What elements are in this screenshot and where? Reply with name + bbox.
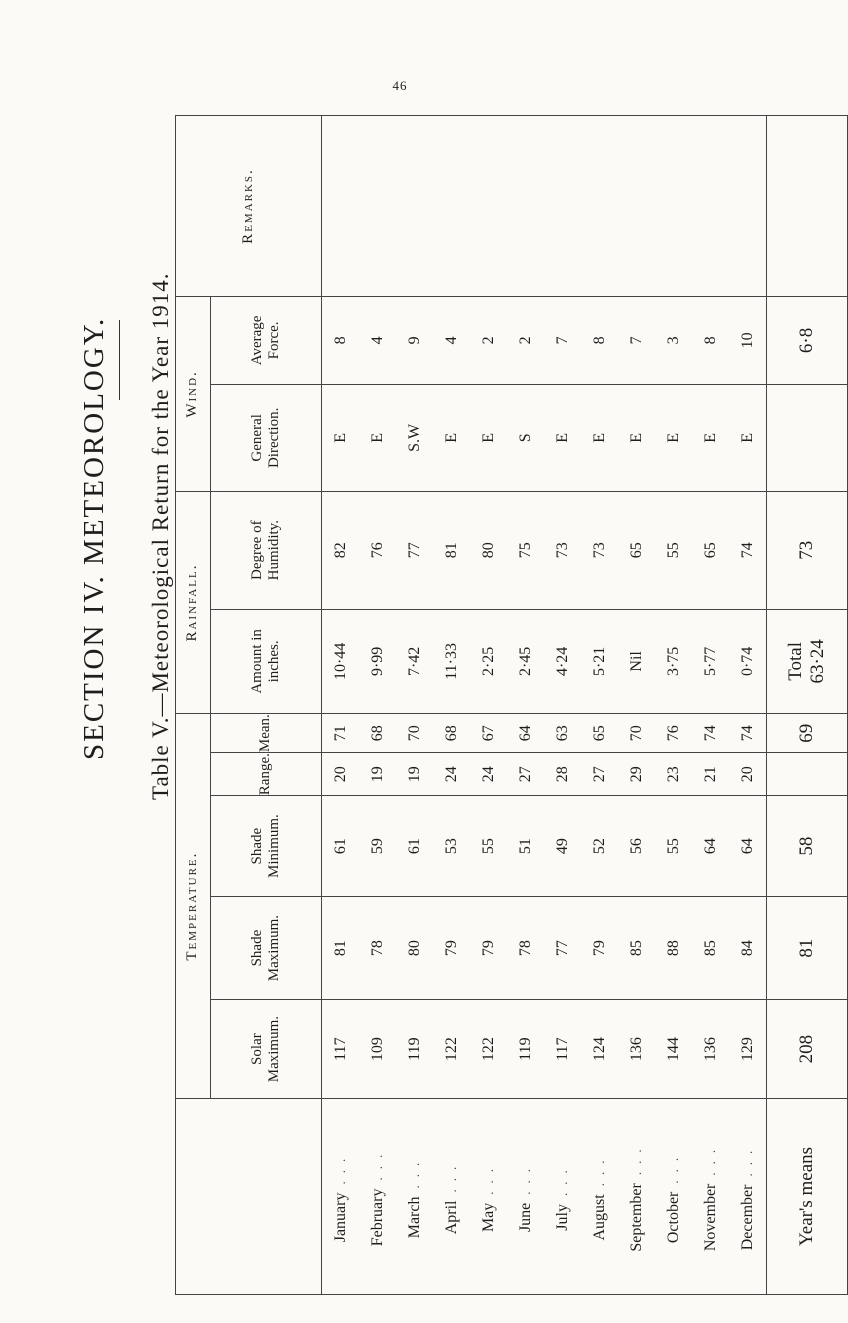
- humidity-cell: 81: [433, 491, 470, 609]
- shade-minimum-cell: 56: [618, 796, 655, 897]
- leader-dots: ...: [517, 1160, 533, 1195]
- humidity-header: Degree of Humidity.: [211, 491, 322, 609]
- rainfall-amount-cell: 7·42: [396, 609, 433, 714]
- table-row: [507, 116, 544, 1295]
- shade-maximum-cell: 77: [544, 896, 581, 999]
- range-cell: 20: [729, 753, 767, 796]
- humidity-cell: 82: [322, 491, 360, 609]
- leader-dots: ...: [628, 1141, 644, 1176]
- shade-minimum-cell: 59: [359, 796, 396, 897]
- month-name-cell: [655, 1099, 692, 1295]
- wind-direction-cell: E: [359, 384, 396, 491]
- leader-dots: ...: [332, 1150, 348, 1185]
- rainfall-amount-cell: 3·75: [655, 609, 692, 714]
- remarks-cell: [544, 116, 581, 297]
- range-cell: 23: [655, 753, 692, 796]
- humidity-cell: 55: [655, 491, 692, 609]
- solar-maximum-cell: 119: [396, 1000, 433, 1099]
- rainfall-amount-cell: 5·21: [581, 609, 618, 714]
- shade-maximum-cell: 79: [470, 896, 507, 999]
- shade-minimum-cell: 61: [396, 796, 433, 897]
- table-row: [729, 116, 767, 1295]
- humidity-cell: 65: [692, 491, 729, 609]
- leader-dots: ...: [739, 1142, 755, 1177]
- rainfall-group-header: Rainfall.: [176, 491, 211, 713]
- rainfall-amount-cell: Nil: [618, 609, 655, 714]
- mean-cell: 70: [396, 714, 433, 753]
- month-name-cell: [433, 1099, 470, 1295]
- solar-maximum-cell: 136: [692, 1000, 729, 1099]
- year-means-label: Year's means: [767, 1099, 848, 1295]
- rainfall-amount-cell: 4·24: [544, 609, 581, 714]
- meteorological-table-wrapper: [175, 115, 828, 1295]
- rainfall-total-value: 63·24: [807, 639, 828, 684]
- range-cell: 19: [359, 753, 396, 796]
- solar-maximum-cell: 122: [470, 1000, 507, 1099]
- remarks-cell: [618, 116, 655, 297]
- remarks-cell: [655, 116, 692, 297]
- mean-cell: 64: [507, 714, 544, 753]
- remarks-cell: [581, 116, 618, 297]
- table-row: [322, 116, 360, 1295]
- wind-direction-cell: E: [322, 384, 360, 491]
- shade-minimum-cell: 55: [470, 796, 507, 897]
- wind-direction-cell: E: [729, 384, 767, 491]
- rainfall-amount-cell: 11·33: [433, 609, 470, 714]
- wind-direction-cell: S.W: [396, 384, 433, 491]
- month-name-cell: [470, 1099, 507, 1295]
- humidity-cell: 73: [544, 491, 581, 609]
- shade-maximum-cell: 88: [655, 896, 692, 999]
- humidity-cell: 73: [581, 491, 618, 609]
- year-means-row: [767, 116, 848, 1295]
- month-name-cell: [396, 1099, 433, 1295]
- wind-direction-cell: S: [507, 384, 544, 491]
- month-name-cell: [729, 1099, 767, 1295]
- wind-direction-cell: E: [433, 384, 470, 491]
- wind-force-cell: 8: [581, 297, 618, 385]
- solar-maximum-cell: 122: [433, 1000, 470, 1099]
- solar-maximum-header: Solar Maximum.: [211, 1000, 322, 1099]
- rainfall-amount-cell: 9·99: [359, 609, 396, 714]
- remarks-cell: [359, 116, 396, 297]
- solar-maximum-cell: 129: [729, 1000, 767, 1099]
- wind-direction-cell: E: [581, 384, 618, 491]
- rainfall-total-cell: [767, 609, 848, 714]
- solar-maximum-cell: 119: [507, 1000, 544, 1099]
- temperature-group-header: Temperature.: [176, 714, 211, 1099]
- solar-maximum-cell: 117: [322, 1000, 360, 1099]
- mean-cell: 63: [544, 714, 581, 753]
- section-title: SECTION IV. METEOROLOGY.: [78, 316, 110, 760]
- wind-force-header: Average Force.: [211, 297, 322, 385]
- wind-group-header: Wind.: [176, 297, 211, 492]
- means-range: [767, 753, 848, 796]
- mean-cell: 68: [359, 714, 396, 753]
- remarks-cell: [433, 116, 470, 297]
- shade-maximum-header: Shade Maximum.: [211, 896, 322, 999]
- shade-minimum-cell: 53: [433, 796, 470, 897]
- mean-cell: 67: [470, 714, 507, 753]
- remarks-cell: [692, 116, 729, 297]
- mean-cell: 74: [729, 714, 767, 753]
- shade-maximum-cell: 85: [692, 896, 729, 999]
- month-name: October: [664, 1191, 682, 1244]
- humidity-cell: 77: [396, 491, 433, 609]
- table-row: [692, 116, 729, 1295]
- caption-divider: [119, 320, 120, 400]
- shade-minimum-cell: 64: [692, 796, 729, 897]
- wind-direction-cell: E: [618, 384, 655, 491]
- range-cell: 24: [433, 753, 470, 796]
- wind-direction-cell: E: [470, 384, 507, 491]
- humidity-cell: 65: [618, 491, 655, 609]
- range-cell: 19: [396, 753, 433, 796]
- mean-cell: 76: [655, 714, 692, 753]
- wind-force-cell: 9: [396, 297, 433, 385]
- mean-cell: 70: [618, 714, 655, 753]
- month-name: November: [701, 1183, 719, 1252]
- range-cell: 20: [322, 753, 360, 796]
- remarks-cell: [322, 116, 360, 297]
- leader-dots: ...: [702, 1141, 718, 1176]
- table-row: [581, 116, 618, 1295]
- wind-force-cell: 7: [618, 297, 655, 385]
- table-caption: Table V.—Meteorological Return for the Year 1914.: [148, 272, 173, 800]
- wind-force-cell: 3: [655, 297, 692, 385]
- solar-maximum-cell: 144: [655, 1000, 692, 1099]
- wind-direction-header: General Direction.: [211, 384, 322, 491]
- remarks-cell: [470, 116, 507, 297]
- mean-cell: 71: [322, 714, 360, 753]
- shade-minimum-cell: 55: [655, 796, 692, 897]
- shade-maximum-cell: 80: [396, 896, 433, 999]
- month-name-cell: [618, 1099, 655, 1295]
- shade-maximum-cell: 78: [359, 896, 396, 999]
- mean-cell: 68: [433, 714, 470, 753]
- table-row: [359, 116, 396, 1295]
- wind-direction-cell: E: [692, 384, 729, 491]
- month-name-cell: [507, 1099, 544, 1295]
- range-header: Range.: [211, 753, 322, 796]
- rainfall-amount-cell: 10·44: [322, 609, 360, 714]
- month-header: [176, 1099, 322, 1295]
- wind-direction-cell: E: [655, 384, 692, 491]
- table-row: [470, 116, 507, 1295]
- month-rows: [322, 116, 767, 1295]
- range-cell: 28: [544, 753, 581, 796]
- wind-force-cell: 2: [470, 297, 507, 385]
- month-name: September: [627, 1183, 645, 1252]
- remarks-header: Remarks.: [176, 116, 322, 297]
- shade-maximum-cell: 79: [581, 896, 618, 999]
- page-number: 46: [392, 78, 408, 93]
- shade-minimum-cell: 49: [544, 796, 581, 897]
- month-name-cell: [359, 1099, 396, 1295]
- mean-header: Mean.: [211, 714, 322, 753]
- mean-cell: 65: [581, 714, 618, 753]
- range-cell: 29: [618, 753, 655, 796]
- remarks-cell: [507, 116, 544, 297]
- month-name: December: [738, 1184, 756, 1251]
- month-name-cell: [692, 1099, 729, 1295]
- means-solar-maximum: 208: [767, 1000, 848, 1099]
- leader-dots: ...: [665, 1149, 681, 1184]
- leader-dots: ...: [591, 1152, 607, 1187]
- remarks-cell: [396, 116, 433, 297]
- wind-force-cell: 7: [544, 297, 581, 385]
- month-name: August: [590, 1194, 608, 1241]
- wind-force-cell: 8: [322, 297, 360, 385]
- range-cell: 27: [581, 753, 618, 796]
- range-cell: 27: [507, 753, 544, 796]
- meteorological-table: [175, 115, 848, 1295]
- solar-maximum-cell: 136: [618, 1000, 655, 1099]
- month-name: January: [331, 1192, 349, 1243]
- solar-maximum-cell: 124: [581, 1000, 618, 1099]
- month-name: July: [553, 1204, 571, 1231]
- means-wind-force: 6·8: [767, 297, 848, 385]
- shade-minimum-cell: 64: [729, 796, 767, 897]
- shade-maximum-cell: 84: [729, 896, 767, 999]
- wind-force-cell: 4: [433, 297, 470, 385]
- leader-dots: ...: [443, 1158, 459, 1193]
- range-cell: 24: [470, 753, 507, 796]
- shade-minimum-cell: 52: [581, 796, 618, 897]
- means-shade-minimum: 58: [767, 796, 848, 897]
- month-name: May: [479, 1202, 497, 1233]
- means-shade-maximum: 81: [767, 896, 848, 999]
- table-row: [655, 116, 692, 1295]
- shade-minimum-header: Shade Minimum.: [211, 796, 322, 897]
- humidity-cell: 80: [470, 491, 507, 609]
- leader-dots: ...: [554, 1162, 570, 1197]
- range-cell: 21: [692, 753, 729, 796]
- shade-minimum-cell: 61: [322, 796, 360, 897]
- rainfall-total-label: Total: [785, 641, 806, 681]
- rainfall-amount-cell: 2·25: [470, 609, 507, 714]
- month-name: April: [442, 1200, 460, 1235]
- leader-dots: ...: [406, 1154, 422, 1189]
- shade-minimum-cell: 51: [507, 796, 544, 897]
- month-name: March: [405, 1196, 423, 1239]
- table-row: [396, 116, 433, 1295]
- means-wind-direction: [767, 384, 848, 491]
- rainfall-amount-cell: 0·74: [729, 609, 767, 714]
- month-name-cell: [581, 1099, 618, 1295]
- shade-maximum-cell: 78: [507, 896, 544, 999]
- month-name-cell: [544, 1099, 581, 1295]
- leader-dots: ...: [369, 1146, 385, 1181]
- solar-maximum-cell: 117: [544, 1000, 581, 1099]
- rainfall-amount-header: Amount in inches.: [211, 609, 322, 714]
- means-mean: 69: [767, 714, 848, 753]
- month-name-cell: [322, 1099, 360, 1295]
- wind-force-cell: 2: [507, 297, 544, 385]
- wind-force-cell: 4: [359, 297, 396, 385]
- wind-force-cell: 10: [729, 297, 767, 385]
- humidity-cell: 76: [359, 491, 396, 609]
- shade-maximum-cell: 79: [433, 896, 470, 999]
- table-row: [618, 116, 655, 1295]
- humidity-cell: 75: [507, 491, 544, 609]
- humidity-cell: 74: [729, 491, 767, 609]
- table-row: [544, 116, 581, 1295]
- shade-maximum-cell: 81: [322, 896, 360, 999]
- month-name: June: [516, 1202, 534, 1233]
- month-name: February: [368, 1188, 386, 1247]
- shade-maximum-cell: 85: [618, 896, 655, 999]
- table-row: [433, 116, 470, 1295]
- mean-cell: 74: [692, 714, 729, 753]
- rainfall-amount-cell: 2·45: [507, 609, 544, 714]
- leader-dots: ...: [480, 1160, 496, 1195]
- wind-direction-cell: E: [544, 384, 581, 491]
- means-humidity: 73: [767, 491, 848, 609]
- rainfall-amount-cell: 5·77: [692, 609, 729, 714]
- solar-maximum-cell: 109: [359, 1000, 396, 1099]
- remarks-cell: [729, 116, 767, 297]
- means-remarks: [767, 116, 848, 297]
- wind-force-cell: 8: [692, 297, 729, 385]
